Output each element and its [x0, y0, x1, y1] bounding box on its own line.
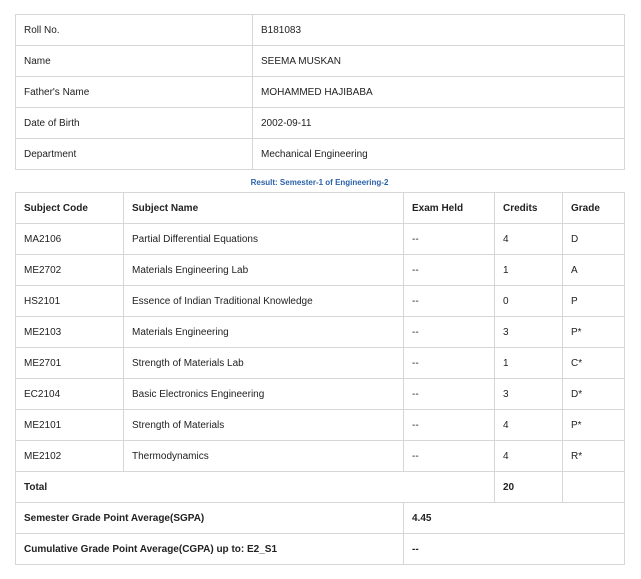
sgpa-label: Semester Grade Point Average(SGPA): [16, 503, 404, 534]
subject-name: Partial Differential Equations: [124, 224, 404, 255]
subject-grade: P: [563, 286, 625, 317]
subject-name: Basic Electronics Engineering: [124, 379, 404, 410]
header-grade: Grade: [563, 193, 625, 224]
subject-row: [16, 224, 625, 255]
subject-grade: D*: [563, 379, 625, 410]
grades-table: [15, 192, 625, 565]
exam-held: --: [404, 410, 495, 441]
subject-name: Materials Engineering: [124, 317, 404, 348]
sgpa-row: [16, 503, 625, 534]
subject-credits: 1: [495, 255, 563, 286]
exam-held: --: [404, 255, 495, 286]
subject-code: ME2103: [16, 317, 124, 348]
subject-credits: 4: [495, 224, 563, 255]
subject-row: [16, 286, 625, 317]
subject-code: ME2702: [16, 255, 124, 286]
subject-grade: P*: [563, 317, 625, 348]
student-info-value: Mechanical Engineering: [253, 139, 625, 170]
subject-credits: 1: [495, 348, 563, 379]
subject-credits: 3: [495, 317, 563, 348]
exam-held: --: [404, 348, 495, 379]
subject-credits: 0: [495, 286, 563, 317]
subject-row: [16, 348, 625, 379]
student-info-value: 2002-09-11: [253, 108, 625, 139]
student-info-row: [16, 77, 625, 108]
grades-header-row: [16, 193, 625, 224]
student-info-label: Name: [16, 46, 253, 77]
subject-grade: D: [563, 224, 625, 255]
total-credits: 20: [495, 472, 563, 503]
total-row: [16, 472, 625, 503]
subject-grade: P*: [563, 410, 625, 441]
subject-code: ME2101: [16, 410, 124, 441]
student-info-row: [16, 108, 625, 139]
total-grade-empty: [563, 472, 625, 503]
subject-credits: 4: [495, 441, 563, 472]
student-info-value: MOHAMMED HAJIBABA: [253, 77, 625, 108]
subject-row: [16, 255, 625, 286]
header-credits: Credits: [495, 193, 563, 224]
subject-code: MA2106: [16, 224, 124, 255]
subject-code: ME2701: [16, 348, 124, 379]
subject-name: Essence of Indian Traditional Knowledge: [124, 286, 404, 317]
exam-held: --: [404, 286, 495, 317]
student-info-label: Father's Name: [16, 77, 253, 108]
summary-body: [16, 472, 625, 565]
cgpa-label: Cumulative Grade Point Average(CGPA) up to: E2_S1: [16, 534, 404, 565]
subject-code: EC2104: [16, 379, 124, 410]
student-info-label: Roll No.: [16, 15, 253, 46]
header-exam-held: Exam Held: [404, 193, 495, 224]
student-info-label: Date of Birth: [16, 108, 253, 139]
subject-credits: 4: [495, 410, 563, 441]
header-subject-name: Subject Name: [124, 193, 404, 224]
student-info-value: B181083: [253, 15, 625, 46]
subject-grade: R*: [563, 441, 625, 472]
exam-held: --: [404, 317, 495, 348]
subject-row: [16, 410, 625, 441]
subjects-body: [16, 224, 625, 472]
student-info-row: [16, 46, 625, 77]
subject-code: ME2102: [16, 441, 124, 472]
student-info-table: [15, 14, 625, 170]
subject-credits: 3: [495, 379, 563, 410]
student-info-label: Department: [16, 139, 253, 170]
exam-held: --: [404, 379, 495, 410]
subject-name: Strength of Materials: [124, 410, 404, 441]
subject-code: HS2101: [16, 286, 124, 317]
total-label: Total: [16, 472, 495, 503]
student-info-value: SEEMA MUSKAN: [253, 46, 625, 77]
student-info-row: [16, 139, 625, 170]
subject-row: [16, 317, 625, 348]
subject-grade: C*: [563, 348, 625, 379]
student-info-body: [16, 15, 625, 170]
subject-name: Strength of Materials Lab: [124, 348, 404, 379]
header-subject-code: Subject Code: [16, 193, 124, 224]
subject-row: [16, 441, 625, 472]
exam-held: --: [404, 224, 495, 255]
sgpa-value: 4.45: [404, 503, 625, 534]
cgpa-row: [16, 534, 625, 565]
subject-name: Materials Engineering Lab: [124, 255, 404, 286]
subject-row: [16, 379, 625, 410]
exam-held: --: [404, 441, 495, 472]
subject-grade: A: [563, 255, 625, 286]
cgpa-value: --: [404, 534, 625, 565]
result-caption: Result: Semester-1 of Engineering-2: [250, 178, 389, 187]
subject-name: Thermodynamics: [124, 441, 404, 472]
student-info-row: [16, 15, 625, 46]
